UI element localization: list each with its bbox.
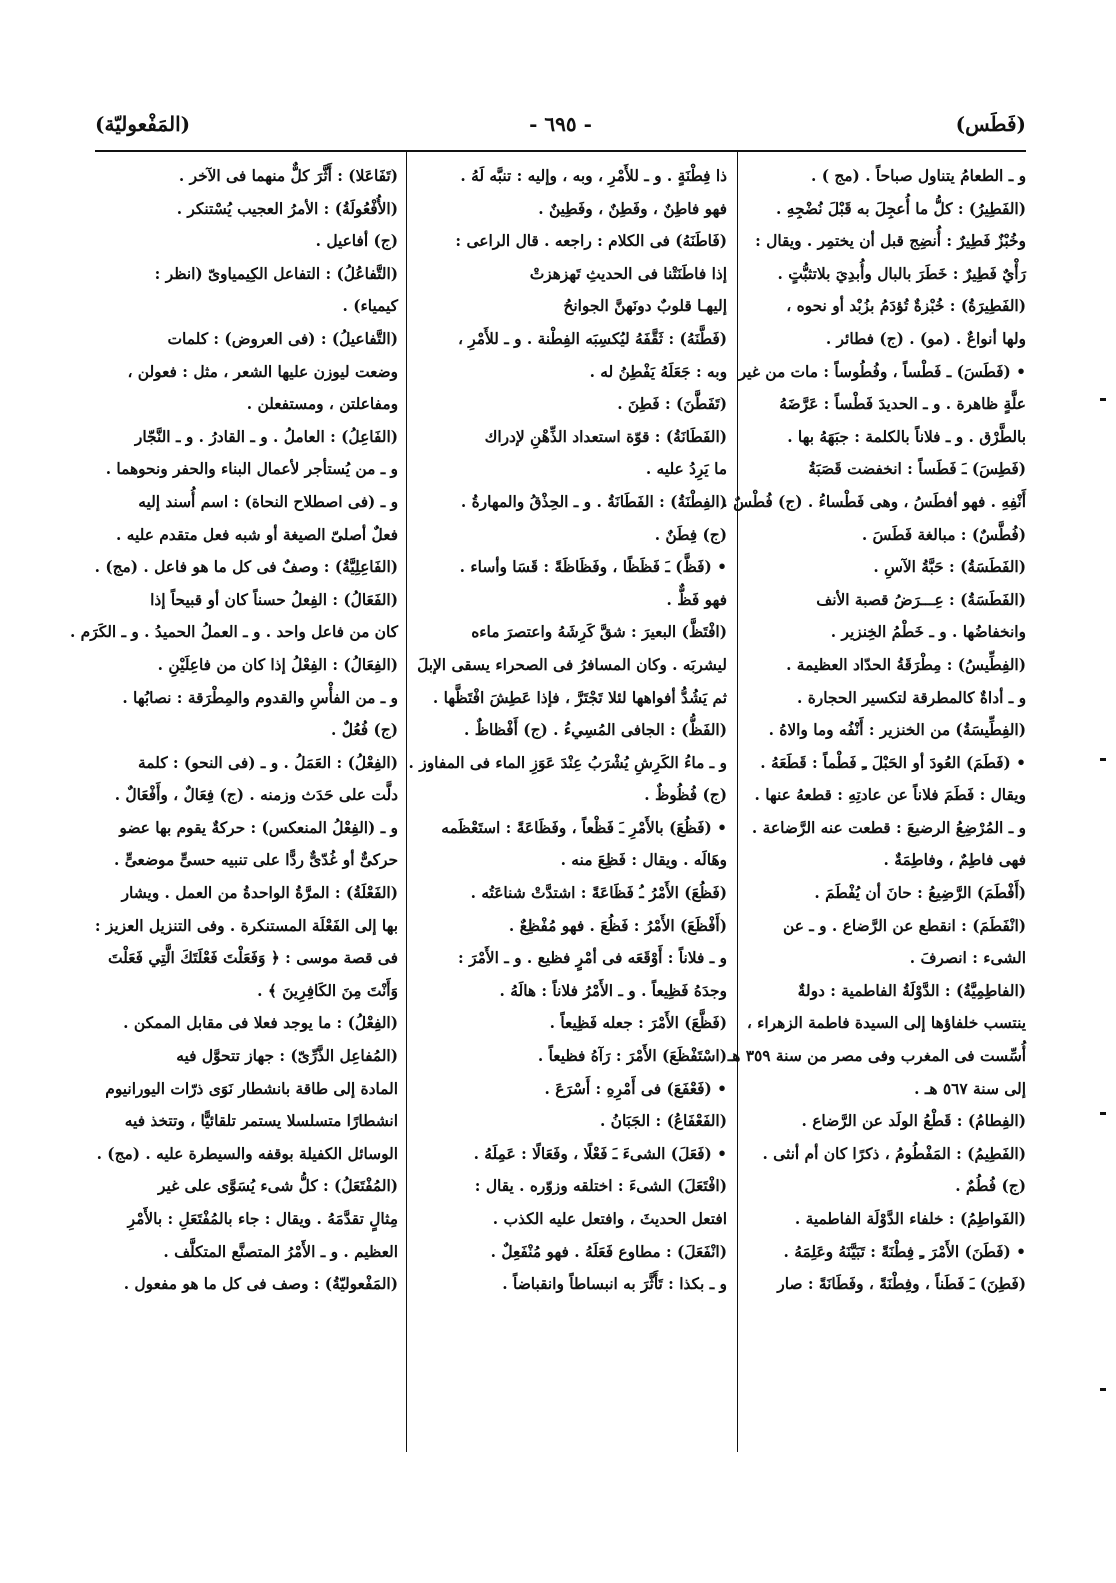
text-line: • (فَطَمَ) العُودَ أو الحَبْلَ ـِ فَطْماً : قَطَعَهُ . xyxy=(760,753,1026,772)
text-line: • (فَظَّ) ـَ فَظَظًا ، وفَظَاظَةً : قَسَا وأساء . xyxy=(459,558,727,577)
text-line: و ـ من الفأْسِ والقدوم والمِطْرَقة : نصابُها . xyxy=(122,688,398,707)
header-rule xyxy=(95,150,1026,152)
text-line: • (فَطَنَ) الأَمْرَ ـِ فِطْنَةً : تَبَيَّنَهُ وعَلِمَهُ . xyxy=(783,1242,1026,1261)
text-line: فهو فَظٌّ . xyxy=(666,590,727,609)
text-line: فهو فاطِنٌ ، وفَطِنٌ ، وفَطِينٌ . xyxy=(538,199,727,218)
text-line: وَأَنْتَ مِنَ الكَافِرِينَ ﴾ . xyxy=(257,981,398,1000)
margin-mark xyxy=(1100,398,1106,401)
margin-mark xyxy=(1100,758,1106,761)
text-line: وجدَهُ فَظِيعاً . و ـ الأَمْرُ فلاناً : هالَهُ . xyxy=(499,981,727,1000)
header-first-entry: (فَطَس) xyxy=(955,112,1026,136)
text-line: (الفَطَسَةُ) : حَبَّةُ الآسِ . xyxy=(873,558,1026,577)
text-line: مِثالٍ تقدَّمَهُ . ويقال : جاء بالمُفْتَعَلِ : بالأَمْرِ xyxy=(127,1210,398,1228)
text-column-left xyxy=(69,160,398,1460)
page-header xyxy=(95,112,1026,148)
text-line: • (فَظُعَ) بالأَمْرِ ـَ فَظْعاً ، وفَظَاعَةً : استَعْظَمه xyxy=(441,818,727,837)
column-divider-left xyxy=(406,152,407,1452)
text-line: (الفِطْنَةُ) : الفَطَانَةُ . و ـ الحِذْقُ والمهارةُ . xyxy=(460,492,727,511)
text-line: (فَاطَنَهُ) فى الكلام : راجعه . قال الراعى : xyxy=(455,232,727,251)
text-line: (التَّفاعيلُ) : (فى العروض) : كلمات xyxy=(167,329,398,348)
text-line: ما يَرِدُ عليه . xyxy=(645,460,727,479)
text-line: وضعت ليوزن عليها الشعر ، مثل : فعولن ، xyxy=(127,362,398,381)
text-line: فعلٌ أصلىّ الصيغة أو شبه فعل متقدم عليه . xyxy=(116,525,398,544)
text-line: كان من فاعل واحد . و ـ العملُ الحميدُ . و ـ الكَرَم . xyxy=(69,623,398,642)
text-line: (الفَعْلَةُ) : المرَّةُ الواحدةُ من العمل . ويشار xyxy=(121,884,398,903)
text-line: (اسْتَفْظَعَ) الأَمْرَ : رَآهُ فظيعاً . xyxy=(537,1047,727,1066)
text-line: (تَفَطَّنَ) : فَطِنَ . xyxy=(617,395,727,414)
text-line: (التَّفاعُلُ) : التفاعل الكِيمياوىّ (انظر : xyxy=(154,264,398,283)
text-line: الشىء : انصرفَ . xyxy=(909,949,1026,968)
text-line: (افْتَظَّ) البعيرَ : شقَّ كَرِشَهُ واعتصرَ ماءه xyxy=(471,623,727,642)
text-line: إذا فاطَنَتْنا فى الحديثِ تَهزهزتْ xyxy=(529,264,727,283)
text-line: (الفِطِّيسَةُ) من الخنزير : أَنْفُه وما والاهُ . xyxy=(768,721,1026,740)
text-line: (المَفْعوليّةُ) : وصف فى كل ما هو مفعول . xyxy=(123,1275,398,1294)
text-line: (الفَواطِمُ) : خلفاء الدَّوْلَة الفاطمية . xyxy=(794,1210,1026,1228)
text-line: (الفاطِمِيَّةُ) : الدَّوْلَةُ الفاطمية : دولةٌ xyxy=(797,981,1026,1000)
text-line: (الفَطَسَةُ) : عِـــرَضُ قصبة الأنف xyxy=(816,590,1026,609)
text-line: (افْتَعَلَ) الشىءَ : اختلقه وزوّره . يقال : xyxy=(474,1177,727,1196)
text-line: و ـ من يُستأجر لأعمال البناء والحفر ونحوهما . xyxy=(105,460,398,479)
margin-mark xyxy=(1100,1112,1106,1115)
text-line: كيمياء) . xyxy=(342,297,398,316)
column-divider-right xyxy=(737,152,738,1452)
text-line: و ـ ماءُ الكَرِشِ يُشْرَبُ عِنْدَ عَوَزِ الماء فى المفاوز . xyxy=(408,753,727,772)
text-line: ثم يَشُدُّ أفواهها لئلا تَجْتَرَّ ، فإذا عَطِشَ افْتَظَّها . xyxy=(432,688,727,707)
text-line: إلى سنة ٥٦٧ هـ . xyxy=(914,1079,1026,1098)
text-line: و ـ الطعامُ يتناول صباحاً . (مج ) . xyxy=(811,167,1026,185)
text-line: (ج) فِطَنٌ . xyxy=(654,525,727,544)
text-line: و ـ بكذا : تَأَثَّرَ به انبساطاً وانقباضاً . xyxy=(502,1275,727,1294)
text-line: (الفِطامُ) : قَطْعُ الولَد عن الرَّضاع . xyxy=(801,1112,1026,1131)
text-line: (ج) فُعُلٌ . xyxy=(330,721,398,740)
text-line: (الفَطَانَةُ) : قوّة استعداد الذِّهْنِ لإدراك xyxy=(484,427,727,446)
text-line: ذا فِطْنَةٍ . و ـ للأَمْرِ ، وبه ، وإليه : تنبَّه لَهُ . xyxy=(460,167,727,185)
text-line: بالطَّرْق . و ـ فلاناً بالكلمة : جبَهَهُ بها . xyxy=(787,427,1026,446)
text-line: فى قصة موسى : ﴿ وَفَعَلْتَ فَعْلَتَكَ الَّتِي فَعَلْتَ xyxy=(108,949,398,968)
text-line: (فُطَّسٌ) : مبالغة فَطَسَ . xyxy=(861,525,1026,544)
text-line: علَّةٍ ظاهرة . و ـ الحديدَ فَطْساً : عَرَّضَهُ xyxy=(779,395,1026,414)
text-line: (المُفاعِل الذَّرِّىّ) : جهاز تتحوَّل فيه xyxy=(176,1047,398,1066)
text-line: ينتسب خلفاؤها إلى السيدة فاطمة الزهراء ، xyxy=(746,1014,1026,1033)
text-line: وبه : جَعَلَهُ يَفْطِنُ له . xyxy=(589,362,727,381)
text-line: • (فَعَلَ) الشىءَ ـَ فَعْلًا ، وفَعَالًا : عَمِلَهُ . xyxy=(473,1144,727,1163)
text-line: و ـ المُرْضِعُ الرضيعَ : قطعت عنه الرَّضاعة . xyxy=(751,818,1026,837)
text-line: أُسِّست فى المغرب وفى مصر من سنة ٣٥٩ هـ xyxy=(727,1047,1026,1066)
text-line: و ـ فلاناً : أَوْقَعَه فى أمْرٍ فظيع . و ـ الأَمْرَ : xyxy=(458,949,727,968)
text-line: وهَالَه . ويقال : فَظِعَ منه . xyxy=(560,851,727,870)
text-line: المادة إلى طاقة بانشطار نَوَى ذرّات اليورانيوم xyxy=(105,1079,398,1098)
text-line: ليشربَه . وكان المسافرُ فى الصحراء يسقى الإبلَ xyxy=(417,655,727,674)
text-line: (الفَعَالُ) : الفِعلُ حسناً كان أو قبيحاً إذا xyxy=(150,590,398,609)
text-line: الوسائل الكفيلة بوقفه والسيطرة عليه . (مج) . xyxy=(96,1144,398,1163)
text-line: افتعل الحديثَ ، وافتعل عليه الكذب . xyxy=(492,1210,727,1228)
text-line: (الفَظُّ) : الجافى المُسِيءُ . (ج) أَفْظاظٌ . xyxy=(464,721,727,740)
text-line: (الفِعَالُ) : الفِعْلُ إذا كان من فاعِلَيْنِ . xyxy=(157,655,398,674)
text-line: (الفِعْلُ) : ما يوجد فعلا فى مقابل الممكن . xyxy=(123,1014,398,1033)
text-line: أَنْفِهِ . فهو أفطَسُ ، وهى فَطْساءُ . (ج) فُطْسٌ . xyxy=(722,492,1026,511)
text-line: فهى فاطِمٌ ، وفاطِمَةٌ . xyxy=(883,851,1026,870)
text-line: (أَفْطَمَ) الرَّضِيعُ : حانَ أن يُفْطَمَ . xyxy=(814,884,1026,903)
text-line: (انْفَطَمَ) : انقطع عن الرَّضاع . و ـ عن xyxy=(783,916,1026,935)
text-line: (الفَاعِلِيَّةُ) : وصفٌ فى كل ما هو فاعل . (مج) . xyxy=(94,558,398,577)
text-line: (الفِعْلُ) : العَمَلُ . و ـ (فى النحو) : كلمة xyxy=(137,753,398,772)
text-line: (المُفْتَعَلُ) : كلُّ شىء يُسَوَّى على غير xyxy=(157,1177,398,1196)
text-line: (فَطَّنَهُ) : ثَقَّفَهُ ليُكسِبَه الفِطْنة . و ـ للأَمْرِ ، xyxy=(457,329,727,348)
text-line: (تَفَاعَلا) : أَثَّرَ كلٌّ منهما فى الآخر . xyxy=(178,167,398,185)
text-line: • (فَطَسَ) ـ فَطْساً ، وفُطُوساً : مات من غير xyxy=(738,362,1026,381)
text-line: بها إلى الفَعْلَة المستنكرة . وفى التنزيل العزيز : xyxy=(94,916,398,935)
text-line: (ج) فُطُمٌ . xyxy=(955,1177,1026,1196)
text-line: حركىٌّ أو غُدّىٌّ ردًّا على تنبيه حسىٍّ موضعىٍّ . xyxy=(114,851,398,870)
header-last-entry: (المَفْعوليّة) xyxy=(95,112,191,136)
text-line: (الفَطِيمُ) : المَفْطُومُ ، ذكرًا كان أم أنثى . xyxy=(762,1144,1026,1163)
text-line: و ـ (فى اصطلاح النحاة) : اسم أُسند إليه xyxy=(138,492,398,511)
text-column-right xyxy=(722,160,1026,1460)
text-line: (فَطِسَ) ـَ فَطَساً : انخفضت قَصَبَةُ xyxy=(808,460,1026,479)
text-line: (فَظُعَ) الأَمْرُ ـُ فَظَاعَةً : اشتدَّتْ شناعَتُه . xyxy=(470,884,727,903)
text-line: ويقال : فَطَمَ فلاناً عن عادتِهِ : قطعهُ عنها . xyxy=(754,786,1026,805)
text-line: ومفاعلتن ، ومستفعلن . xyxy=(246,395,398,414)
text-line: (انْفَعَلَ) : مطاوع فَعَلَهُ . فهو مُنْفَعِلٌ . xyxy=(490,1242,727,1261)
text-line: (الفَطِيرُ) : كلُّ ما أُعجِلَ به قَبْلَ نُضْجِهِ . xyxy=(776,199,1026,218)
text-line: (ج) فُظُوظٌ . xyxy=(644,786,727,805)
text-line: و ـ (الفِعْلُ المنعكس) : حركةٌ يقوم بها عضو xyxy=(119,818,398,837)
text-line: (ج) أفاعيل . xyxy=(315,232,398,251)
text-line: إليهـا قلوبٌ دونَهنَّ الجوانحُ xyxy=(563,297,727,316)
text-line: وخُبْزٌ فَطِيرٌ : أُنضِج قبل أن يختمِر . ويقال : xyxy=(755,232,1026,251)
text-line: (الفَاعِلُ) : العاملُ . و ـ القادرُ . و ـ النَّجّار xyxy=(134,427,398,446)
text-line: • (فَعْفَعَ) فى أَمْرِهِ : أَسْرَعَ . xyxy=(544,1079,727,1098)
text-line: (أَفْظَعَ) الأَمْرُ : فَظُعَ . فهو مُفْظِعٌ . xyxy=(508,916,727,935)
text-line: (الأُفْعُولَةُ) : الأمرُ العجيب يُسْتنكر . xyxy=(176,199,398,218)
text-line: دلَّت على حَدَث وزمنه . (ج) فِعَالٌ ، وأَفْعَالٌ . xyxy=(114,786,398,805)
text-line: وانخفاضُها . و ـ خَطْمُ الخِنزير . xyxy=(830,623,1026,642)
text-column-middle xyxy=(408,160,727,1460)
text-line: (الفَطِيرَةُ) : خُبْزةٌ تُؤدَمُ بزُبْد أو نحوه ، xyxy=(786,297,1026,316)
page-number: - ٦٩٥ - xyxy=(529,112,592,136)
margin-mark xyxy=(1100,1388,1106,1391)
text-line: (فَظَّعَ) الأَمْرَ : جعله فَظِيعاً . xyxy=(549,1014,727,1033)
text-line: ولها أنواعٌ . (مو) . (ج) فطائر . xyxy=(825,329,1026,348)
text-line: العظيم . و ـ الأَمْرُ المتصنَّع المتكلَّف . xyxy=(163,1242,398,1261)
text-line: رَأْيٌ فَطِيرٌ : خَطَرَ بالبال وأُبدِيَ بلاتثبُّتٍ . xyxy=(777,264,1026,283)
text-line: انشطارًا متسلسلا يستمر تلقائيًّا ، وتتخذ فيه xyxy=(124,1112,398,1131)
text-line: (فَطِنَ) ـَ فَطَناً ، وفِطْنَةً ، وفَطَانَةً : صار xyxy=(777,1275,1026,1294)
text-line: (الفِطِّيسُ) : مِطْرَقَةُ الحدّاد العظيمة . xyxy=(786,655,1026,674)
text-line: و ـ أداةٌ كالمطرقة لتكسير الحجارة . xyxy=(797,688,1026,707)
text-line: (الفَعْفَاعُ) : الجَبَانُ . xyxy=(599,1112,727,1131)
